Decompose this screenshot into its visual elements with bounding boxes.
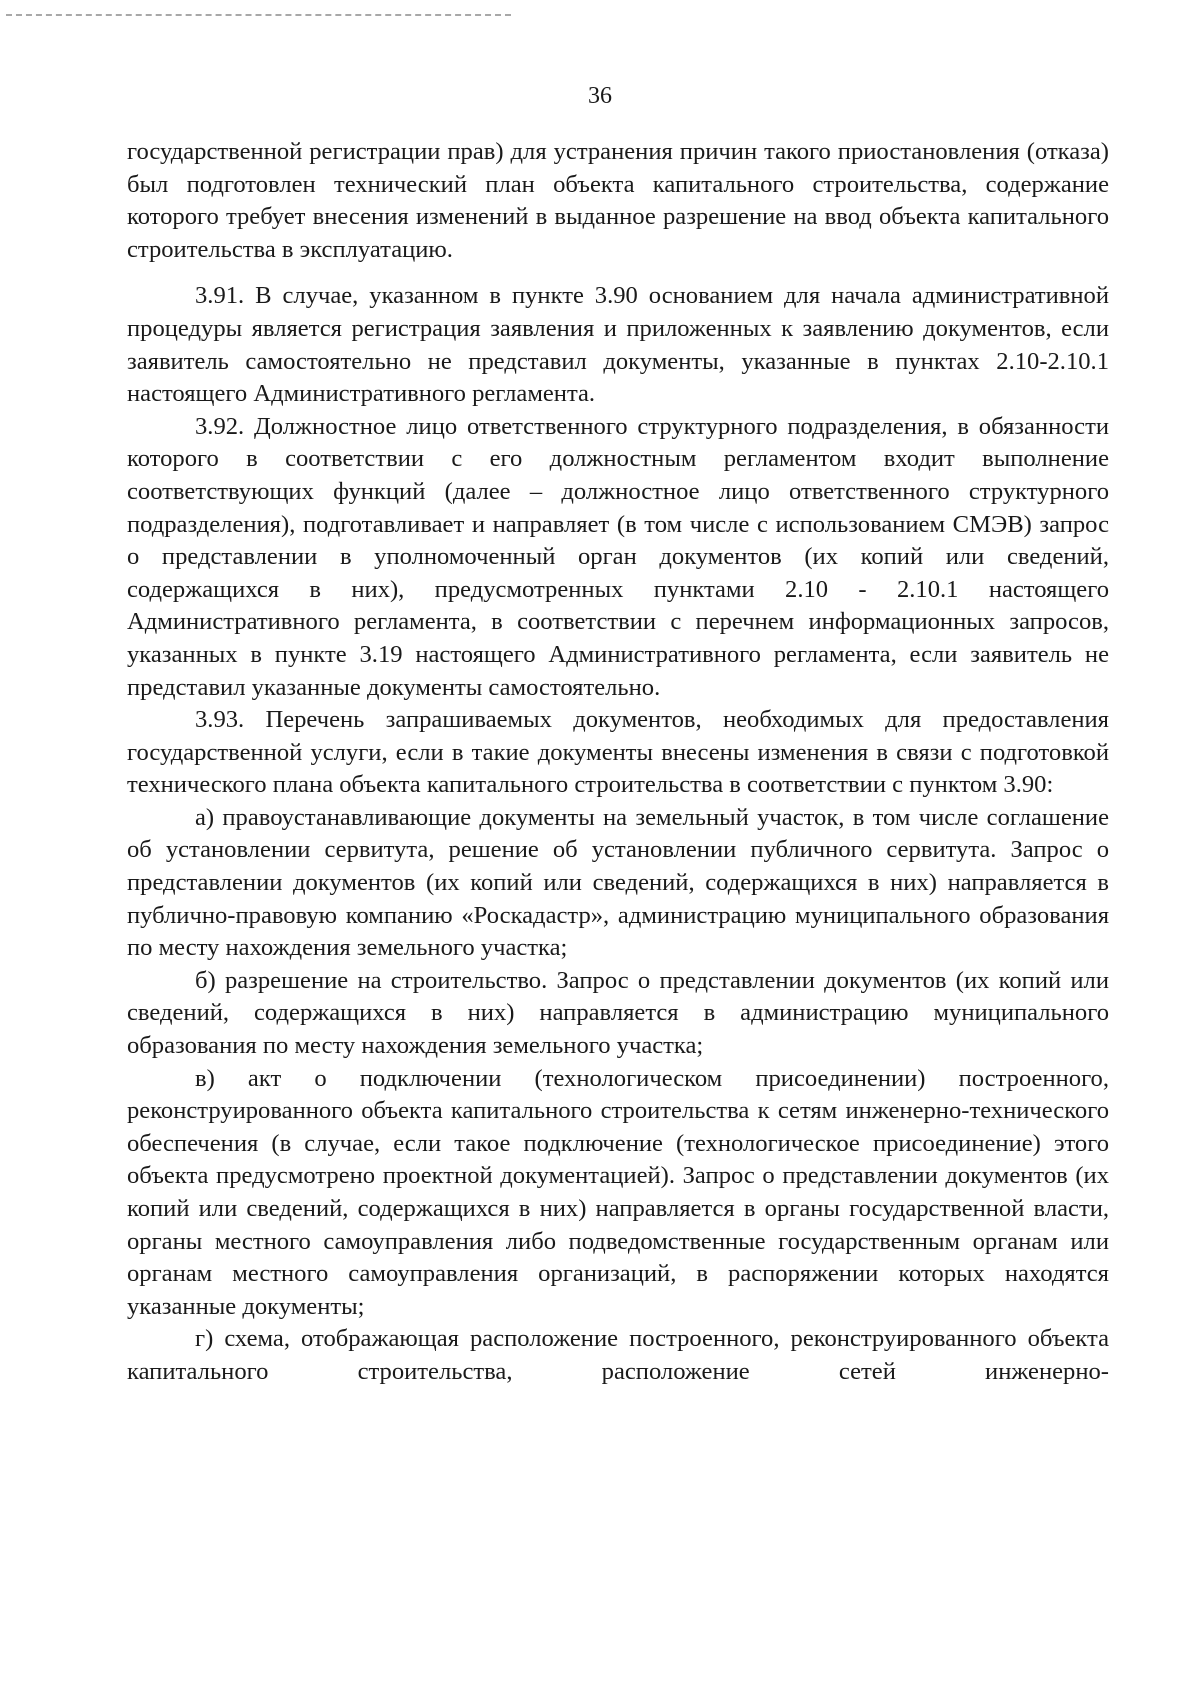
paragraph-3-91: 3.91. В случае, указанном в пункте 3.90 основанием для начала административной процедуры является регистрация заявления и приложенных к заявлению документов, если заявитель самостоятельно не представил документы, указанные в пунктах 2.10-2.10.1 настоящего Административного регламента. bbox=[127, 282, 1109, 408]
list-item-g: г) схема, отображающая расположение построенного, реконструированного объекта капитального строительства, расположение сетей инженерно- bbox=[127, 1325, 1109, 1385]
paragraph-continuation: государственной регистрации прав) для устранения причин такого приостановления (отказа) был подготовлен технический план объекта капитального строительства, содержание которого требует внесения изменений в выданное разрешение на ввод объекта капитального строительства в эксплуатацию. bbox=[127, 138, 1109, 263]
document-body bbox=[127, 136, 1109, 1389]
paragraph-3-92: 3.92. Должностное лицо ответственного структурного подразделения, в обязанности которого в соответствии с его должностным регламентом входит выполнение соответствующих функций (далее – должностное лицо ответственного структурного подразделения), подготавливает и направляет (в том числе с использованием СМЭВ) запрос о представлении в уполномоченный орган документов (их копий или сведений, содержащихся в них), предусмотренных пунктами 2.10 - 2.10.1 настоящего Административного регламента, в соответствии с перечнем информационных запросов, указанных в пункте 3.19 настоящего Административного регламента, если заявитель не представил указанные документы самостоятельно. bbox=[127, 412, 1109, 701]
scan-edge-artifact bbox=[6, 14, 511, 16]
list-item-v: в) акт о подключении (технологическом присоединении) построенного, реконструированного объекта капитального строительства к сетям инженерно-технического обеспечения (в случае, если такое подключение (технологическое присоединение) этого объекта предусмотрено проектной документацией). Запрос о представлении документов (их копий или сведений, содержащихся в них) направляется в органы государственной власти, органы местного самоуправления либо подведомственные государственным органам или органам местного самоуправления организаций, в распоряжении которых находятся указанные документы; bbox=[127, 1064, 1109, 1320]
page-number: 36 bbox=[588, 83, 612, 109]
paragraph-3-93: 3.93. Перечень запрашиваемых документов, необходимых для предоставления государственной услуги, если в такие документы внесены изменения в связи с подготовкой технического плана объекта капитального строительства в соответствии с пунктом 3.90: bbox=[127, 706, 1109, 799]
list-item-a: а) правоустанавливающие документы на земельный участок, в том числе соглашение об установлении сервитута, решение об установлении публичного сервитута. Запрос о представлении документов (их копий или сведений, содержащихся в них) направляется в публично-правовую компанию «Роскадастр», администрацию муниципального образования по месту нахождения земельного участка; bbox=[127, 803, 1109, 962]
list-item-b: б) разрешение на строительство. Запрос о представлении документов (их копий или сведений, содержащихся в них) направляется в администрацию муниципального образования по месту нахождения земельного участка; bbox=[127, 966, 1109, 1060]
